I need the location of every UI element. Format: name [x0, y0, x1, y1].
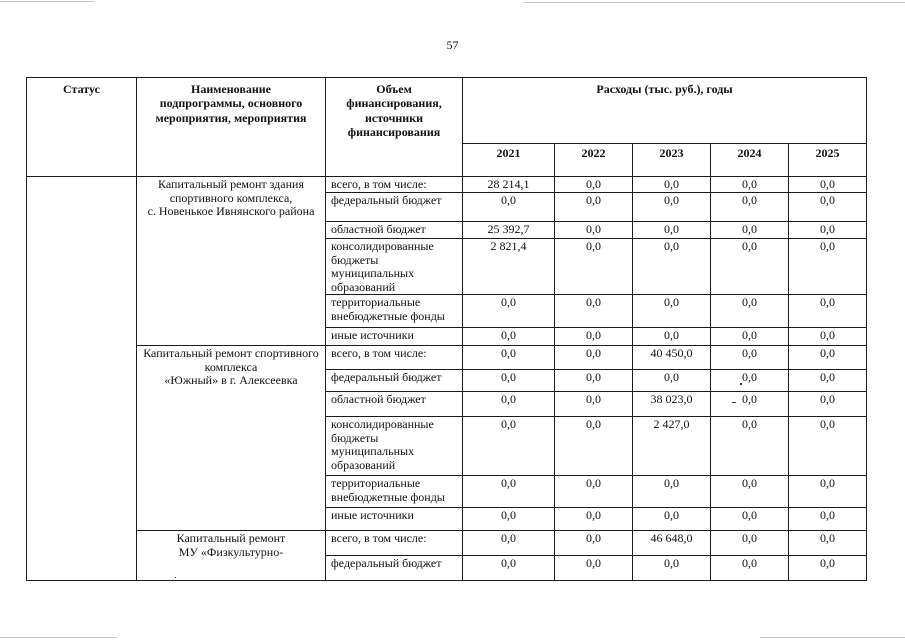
- funding-source-cell: областной бюджет: [326, 392, 463, 417]
- scan-speck: [732, 402, 736, 403]
- scan-edge-line: [0, 637, 117, 638]
- expense-value-cell: 0,0: [789, 370, 867, 392]
- expense-value-cell: 0,0: [711, 222, 789, 239]
- expense-value-cell: 0,0: [463, 295, 555, 328]
- scan-edge-line: [524, 2, 905, 3]
- expense-value-cell: 0,0: [789, 392, 867, 417]
- expense-value-cell: 0,0: [463, 508, 555, 531]
- expense-value-cell: 0,0: [555, 556, 633, 581]
- financing-table: [26, 77, 867, 581]
- expense-value-cell: 0,0: [463, 556, 555, 581]
- funding-source-cell: консолидированные бюджеты муниципальных образований: [326, 417, 463, 476]
- header-year: 2023: [633, 144, 711, 177]
- expense-value-cell: 0,0: [711, 295, 789, 328]
- expense-value-cell: 0,0: [711, 417, 789, 476]
- header-row: [27, 78, 867, 144]
- measure-name-cell: Капитальный ремонт спортивного комплекса «Южный» в г. Алексеевка: [137, 346, 326, 531]
- expense-value-cell: 0,0: [789, 193, 867, 222]
- expense-value-cell: 0,0: [555, 295, 633, 328]
- expense-value-cell: 0,0: [463, 476, 555, 508]
- expense-value-cell: 0,0: [789, 177, 867, 193]
- expense-value-cell: 0,0: [711, 392, 789, 417]
- expense-value-cell: 0,0: [711, 346, 789, 370]
- expense-value-cell: 0,0: [633, 295, 711, 328]
- expense-value-cell: 0,0: [555, 531, 633, 556]
- header-status: Статус: [27, 78, 137, 177]
- scan-speck: [175, 577, 176, 578]
- funding-source-cell: всего, в том числе:: [326, 177, 463, 193]
- measure-name-cell: Капитальный ремонт МУ «Физкультурно-: [137, 531, 326, 581]
- expense-value-cell: 0,0: [711, 193, 789, 222]
- expense-value-cell: 0,0: [555, 346, 633, 370]
- table-row: [27, 177, 867, 193]
- expense-value-cell: 0,0: [463, 370, 555, 392]
- expense-value-cell: 0,0: [555, 193, 633, 222]
- expense-value-cell: 0,0: [555, 177, 633, 193]
- page-number: 57: [446, 38, 459, 52]
- expense-value-cell: 0,0: [555, 508, 633, 531]
- funding-source-cell: областной бюджет: [326, 222, 463, 239]
- expense-value-cell: 0,0: [463, 193, 555, 222]
- expense-value-cell: 0,0: [711, 508, 789, 531]
- expense-value-cell: 0,0: [555, 239, 633, 295]
- expense-value-cell: 0,0: [555, 476, 633, 508]
- expense-value-cell: 0,0: [633, 239, 711, 295]
- scan-edge-line: [760, 637, 905, 638]
- scan-speck: [740, 383, 742, 385]
- table-header: [27, 78, 867, 177]
- expense-value-cell: 0,0: [711, 531, 789, 556]
- expense-value-cell: 0,0: [789, 556, 867, 581]
- funding-source-cell: иные источники: [326, 328, 463, 346]
- header-funding-source: Объем финансирования, источники финансирования: [326, 78, 463, 177]
- funding-source-cell: консолидированные бюджеты муниципальных образований: [326, 239, 463, 295]
- funding-source-cell: иные источники: [326, 508, 463, 531]
- expense-value-cell: 0,0: [789, 476, 867, 508]
- expense-value-cell: 28 214,1: [463, 177, 555, 193]
- expense-value-cell: 0,0: [633, 556, 711, 581]
- funding-source-cell: всего, в том числе:: [326, 531, 463, 556]
- funding-source-cell: территориальные внебюджетные фонды: [326, 476, 463, 508]
- expense-value-cell: 0,0: [789, 328, 867, 346]
- expense-value-cell: 0,0: [711, 177, 789, 193]
- expense-value-cell: 0,0: [633, 177, 711, 193]
- expense-value-cell: 0,0: [633, 222, 711, 239]
- expense-value-cell: 0,0: [555, 328, 633, 346]
- funding-source-cell: федеральный бюджет: [326, 193, 463, 222]
- expense-value-cell: 0,0: [789, 222, 867, 239]
- expense-value-cell: 0,0: [463, 392, 555, 417]
- table-row: [27, 531, 867, 556]
- expense-value-cell: 0,0: [555, 392, 633, 417]
- expense-value-cell: 0,0: [711, 370, 789, 392]
- expense-value-cell: 0,0: [555, 222, 633, 239]
- status-cell: [27, 177, 137, 581]
- expense-value-cell: 0,0: [789, 346, 867, 370]
- table-body: [27, 177, 867, 581]
- expense-value-cell: 0,0: [463, 346, 555, 370]
- expense-value-cell: 0,0: [555, 370, 633, 392]
- header-year: 2022: [555, 144, 633, 177]
- header-expenses: Расходы (тыс. руб.), годы: [463, 78, 867, 144]
- expense-value-cell: 0,0: [789, 295, 867, 328]
- header-year: 2024: [711, 144, 789, 177]
- expense-value-cell: 40 450,0: [633, 346, 711, 370]
- header-measure-name: Наименование подпрограммы, основного мероприятия, мероприятия: [137, 78, 326, 177]
- funding-source-cell: федеральный бюджет: [326, 556, 463, 581]
- expense-value-cell: 0,0: [555, 417, 633, 476]
- expense-value-cell: 0,0: [711, 328, 789, 346]
- expense-value-cell: 0,0: [711, 476, 789, 508]
- table-row: [27, 346, 867, 370]
- header-year: 2021: [463, 144, 555, 177]
- expense-value-cell: 0,0: [633, 328, 711, 346]
- expense-value-cell: 0,0: [633, 476, 711, 508]
- expense-value-cell: 2 427,0: [633, 417, 711, 476]
- header-year: 2025: [789, 144, 867, 177]
- expense-value-cell: 0,0: [633, 370, 711, 392]
- expense-value-cell: 25 392,7: [463, 222, 555, 239]
- expense-value-cell: 0,0: [633, 508, 711, 531]
- expense-value-cell: 0,0: [789, 417, 867, 476]
- funding-source-cell: территориальные внебюджетные фонды: [326, 295, 463, 328]
- measure-name-cell: Капитальный ремонт здания спортивного комплекса, с. Новенькое Ивнянского района: [137, 177, 326, 346]
- funding-source-cell: всего, в том числе:: [326, 346, 463, 370]
- expense-value-cell: 0,0: [789, 508, 867, 531]
- scan-edge-line: [0, 1, 94, 2]
- expense-value-cell: 38 023,0: [633, 392, 711, 417]
- expense-value-cell: 0,0: [789, 239, 867, 295]
- expense-value-cell: 0,0: [463, 328, 555, 346]
- expense-value-cell: 0,0: [711, 556, 789, 581]
- expense-value-cell: 0,0: [711, 239, 789, 295]
- expense-value-cell: 0,0: [463, 531, 555, 556]
- expense-value-cell: 0,0: [463, 417, 555, 476]
- expense-value-cell: 46 648,0: [633, 531, 711, 556]
- expense-value-cell: 0,0: [789, 531, 867, 556]
- funding-source-cell: федеральный бюджет: [326, 370, 463, 392]
- expense-value-cell: 2 821,4: [463, 239, 555, 295]
- expense-value-cell: 0,0: [633, 193, 711, 222]
